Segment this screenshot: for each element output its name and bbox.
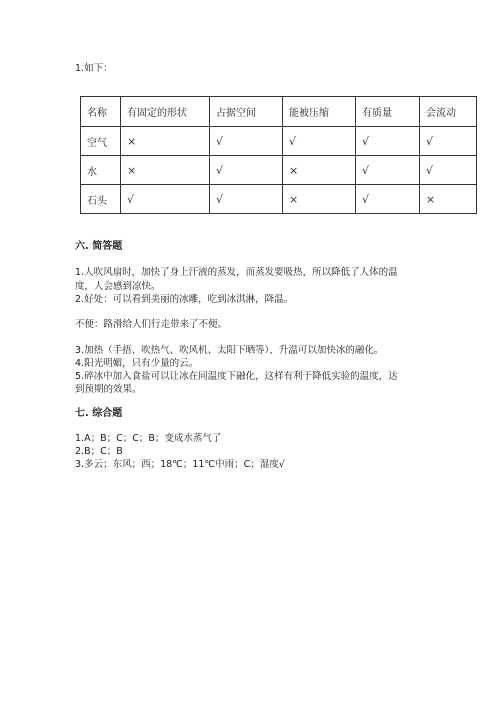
question-1-label: 1.如下： — [75, 63, 113, 74]
mark-cell: × — [283, 185, 356, 214]
material-name-cell: 空气 — [81, 127, 121, 156]
header-cell: 名称 — [81, 97, 121, 127]
answer-line: 3.加热（手捂、吹热气、吹风机、太阳下晒等），升温可以加快冰的融化。 — [75, 345, 384, 356]
mark-cell: × — [121, 127, 210, 156]
mark-cell: × — [283, 156, 356, 185]
table-row — [81, 156, 477, 185]
properties-table — [80, 96, 477, 214]
header-cell: 占据空间 — [210, 97, 283, 127]
material-name-cell: 水 — [81, 156, 121, 185]
answer-line: 1.人吹风扇时，加快了身上汗液的蒸发，而蒸发要吸热，所以降低了人体的温 — [75, 267, 398, 278]
header-cell: 会流动 — [420, 97, 477, 127]
answer-line: 2.B；C；B — [75, 446, 123, 457]
table-row — [81, 185, 477, 214]
answer-line: 度，人会感到凉快。 — [75, 281, 161, 292]
header-cell: 有固定的形状 — [121, 97, 210, 127]
mark-cell: √ — [210, 156, 283, 185]
mark-cell: √ — [283, 127, 356, 156]
header-cell: 有质量 — [356, 97, 420, 127]
section-7-title: 七. 综合题 — [75, 408, 123, 419]
mark-cell: √ — [356, 185, 420, 214]
mark-cell: √ — [210, 127, 283, 156]
section-6-title: 六. 简答题 — [75, 241, 123, 252]
mark-cell: √ — [420, 156, 477, 185]
mark-cell: √ — [420, 127, 477, 156]
answer-line: 5.碎冰中加入食盐可以让冰在同温度下融化，这样有利于降低实验的温度，达 — [75, 371, 398, 382]
header-cell: 能被压缩 — [283, 97, 356, 127]
answer-line: 不便：路滑给人们行走带来了不便。 — [75, 319, 228, 330]
mark-cell: × — [420, 185, 477, 214]
answer-line: 到预期的效果。 — [75, 384, 142, 395]
table-header-row — [81, 97, 477, 127]
mark-cell: × — [121, 156, 210, 185]
table-row — [81, 127, 477, 156]
material-name-cell: 石头 — [81, 185, 121, 214]
answer-line: 2.好处：可以看到美丽的冰雕，吃到冰淇淋，降温。 — [75, 294, 294, 305]
answer-line: 3.多云；东风；西；18℃；11℃中雨；C；湿度√ — [75, 459, 285, 470]
mark-cell: √ — [121, 185, 210, 214]
mark-cell: √ — [356, 127, 420, 156]
mark-cell: √ — [210, 185, 283, 214]
answer-line: 1.A；B；C；C；B；变成水蒸气了 — [75, 433, 222, 444]
answer-line: 4.阳光明媚，只有少量的云。 — [75, 358, 199, 369]
mark-cell: √ — [356, 156, 420, 185]
